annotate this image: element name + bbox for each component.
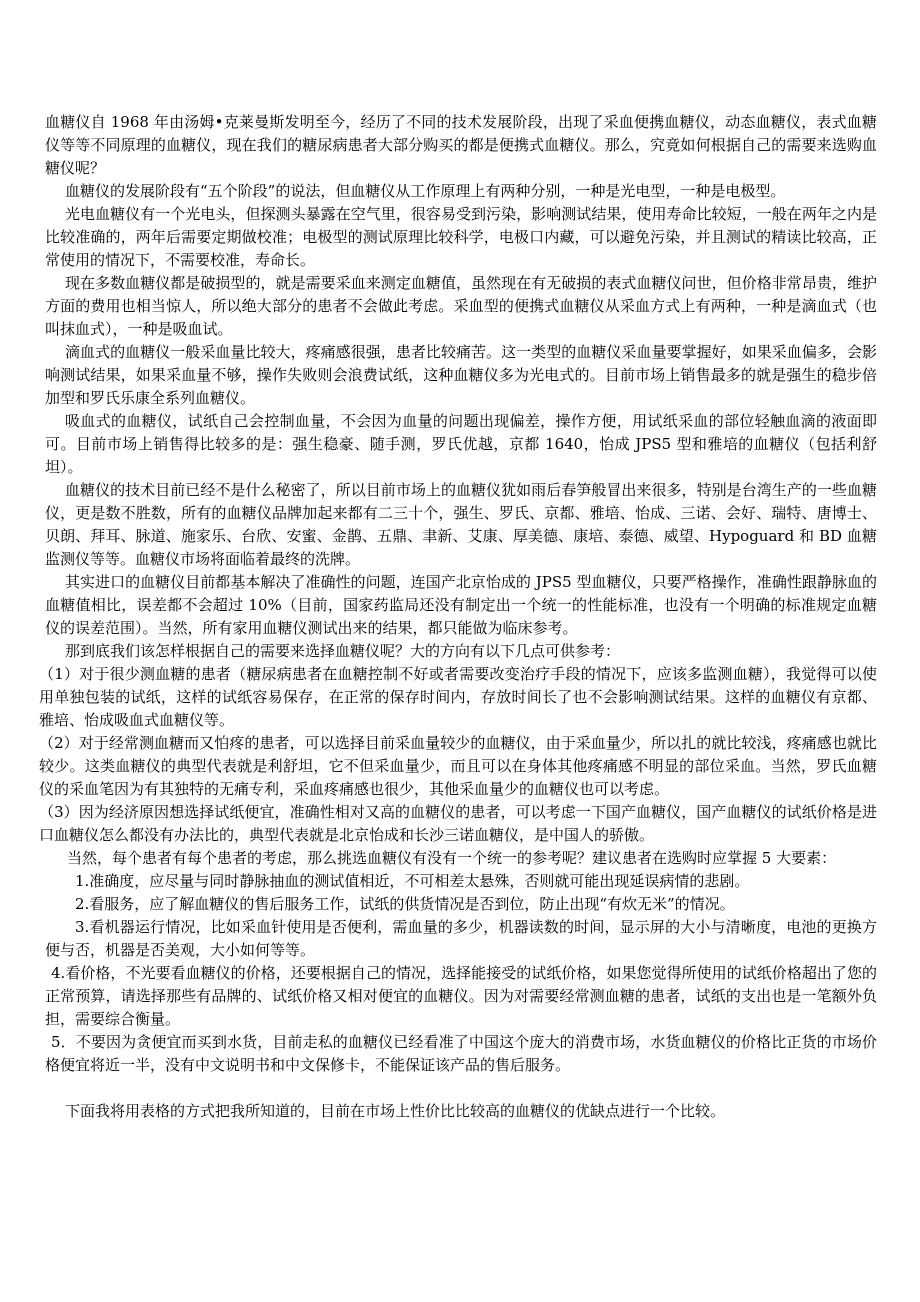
paragraph-types: 血糖仪的发展阶段有“五个阶段”的说法，但血糖仪从工作原理上有两种分别，一种是光电型，一种是电极型。 — [65, 182, 786, 200]
document-body — [39, 111, 877, 1123]
list-item-3: （3）因为经济原因想选择试纸便宜，准确性相对又高的血糖仪的患者，可以考虑一下国产血糖仪，国产血糖仪的试纸价格是进口血糖仪怎么都没有办法比的，典型代表就是北京怡成和长沙三诺血糖仪，是中国人的骄傲。 — [39, 803, 877, 844]
factor-3: 3.看机器运行情况，比如采血针使用是否便利，需血量的多少，机器读数的时间，显示屏的大小与清晰度，电池的更换方便与否，机器是否美观，大小如何等等。 — [45, 918, 877, 959]
paragraph-how-to-choose: 那到底我们该怎样根据自己的需要来选择血糖仪呢？大的方向有以下几点可供参考： — [65, 642, 621, 660]
paragraph-photoelectric: 光电血糖仪有一个光电头，但探测头暴露在空气里，很容易受到污染，影响测试结果，使用寿命比较短，一般在两年之内是比较准确的，两年后需要定期做校准；电极型的测试原理比较科学，电极口内藏，可以避免污染，并且测试的精读比较高，正常使用的情况下，不需要校准，寿命长。 — [45, 205, 877, 269]
paragraph-invasive: 现在多数血糖仪都是破损型的，就是需要采血来测定血糖值，虽然现在有无破损的表式血糖仪问世，但价格非常昂贵，维护方面的费用也相当惊人，所以绝大部分的患者不会做此考虑。采血型的便携式血糖仪从采血方式上有两种，一种是滴血式（也叫抹血式），一种是吸血试。 — [45, 274, 877, 338]
blank-line — [45, 1077, 877, 1100]
factor-1: 1.准确度，应尽量与同时静脉抽血的测试值相近，不可相差太悬殊，否则就可能出现延误病情的悲剧。 — [75, 872, 750, 890]
paragraph-drip: 滴血式的血糖仪一般采血量比较大，疼痛感很强，患者比较痛苦。这一类型的血糖仪采血量要掌握好，如果采血偏多，会影响测试结果，如果采血量不够，操作失败则会浪费试纸，这种血糖仪多为光电式的。目前市场上销售最多的就是强生的稳步倍加型和罗氏乐康全系列血糖仪。 — [45, 343, 877, 407]
paragraph-brands: 血糖仪的技术目前已经不是什么秘密了，所以目前市场上的血糖仪犹如雨后春笋般冒出来很多，特别是台湾生产的一些血糖仪，更是数不胜数，所有的血糖仪品牌加起来都有二三十个，强生、罗氏、京都、雅培、怡成、三诺、会好、瑞特、唐博士、贝朗、拜耳、脉道、施家乐、台欣、安蜜、金鹊、五鼎、聿新、艾康、厚美德、康培、泰德、威望、Hypoguard 和 BD 血糖监测仪等等。血糖仪市场将面临着最终的洗牌。 — [45, 481, 877, 568]
list-item-2: （2）对于经常测血糖而又怕疼的患者，可以选择目前采血量较少的血糖仪，由于采血量少，所以扎的就比较浅，疼痛感也就比较少。这类血糖仪的典型代表就是利舒坦，它不但采血量少，而且可以在身体其他疼痛感不明显的部位采血。当然，罗氏血糖仪的采血笔因为有其独特的无痛专利，采血疼痛感也很少，其他采血量少的血糖仪也可以考虑。 — [39, 734, 877, 798]
paragraph-table-intro: 下面我将用表格的方式把我所知道的，目前在市场上性价比比较高的血糖仪的优缺点进行一个比较。 — [65, 1102, 726, 1120]
list-item-1: （1）对于很少测血糖的患者（糖尿病患者在血糖控制不好或者需要改变治疗手段的情况下，应该多监测血糖），我觉得可以使用单独包装的试纸，这样的试纸容易保存，在正常的保存时间内，存放时间长了也不会影响测试结果。这样的血糖仪有京都、雅培、怡成吸血式血糖仪等。 — [39, 665, 877, 729]
paragraph-five-factors: 当然，每个患者有每个患者的考虑，那么挑选血糖仪有没有一个统一的参考呢？建议患者在选购时应掌握 5 大要素： — [67, 849, 837, 867]
factor-4: 4.看价格，不光要看血糖仪的价格，还要根据自己的情况，选择能接受的试纸价格，如果您觉得所使用的试纸价格超出了您的正常预算，请选择那些有品牌的、试纸价格又相对便宜的血糖仪。因为对需要经常测血糖的患者，试纸的支出也是一笔额外负担，需要综合衡量。 — [45, 964, 877, 1028]
paragraph-suction: 吸血式的血糖仪，试纸自己会控制血量，不会因为血量的问题出现偏差，操作方便，用试纸采血的部位轻触血滴的液面即可。目前市场上销售得比较多的是：强生稳豪、随手测，罗氏优越，京都 1640，怡成 JPS5 型和雅培的血糖仪（包括利舒坦）。 — [45, 412, 877, 476]
factor-2: 2.看服务，应了解血糖仪的售后服务工作，试纸的供货情况是否到位，防止出现“有炊无米”的情况。 — [75, 895, 735, 913]
paragraph-intro: 血糖仪自 1968 年由汤姆•克莱曼斯发明至今，经历了不同的技术发展阶段，出现了采血便携血糖仪，动态血糖仪，表式血糖仪等等不同原理的血糖仪，现在我们的糖尿病患者大部分购买的都是便携式血糖仪。那么，究竟如何根据自己的需要来选购血糖仪呢？ — [45, 113, 877, 177]
paragraph-accuracy: 其实进口的血糖仪目前都基本解决了准确性的问题，连国产北京怡成的 JPS5 型血糖仪，只要严格操作，准确性跟静脉血的血糖值相比，误差都不会超过 10%（目前，国家药监局还没有制定出一个统一的性能标准，也没有一个明确的标准规定血糖仪的误差范围）。当然，所有家用血糖仪测试出来的结果，都只能做为临床参考。 — [45, 573, 877, 637]
factor-5: 5．不要因为贪便宜而买到水货，目前走私的血糖仪已经看准了中国这个庞大的消费市场，水货血糖仪的价格比正货的市场价格便宜将近一半，没有中文说明书和中文保修卡，不能保证该产品的售后服务。 — [45, 1033, 877, 1074]
